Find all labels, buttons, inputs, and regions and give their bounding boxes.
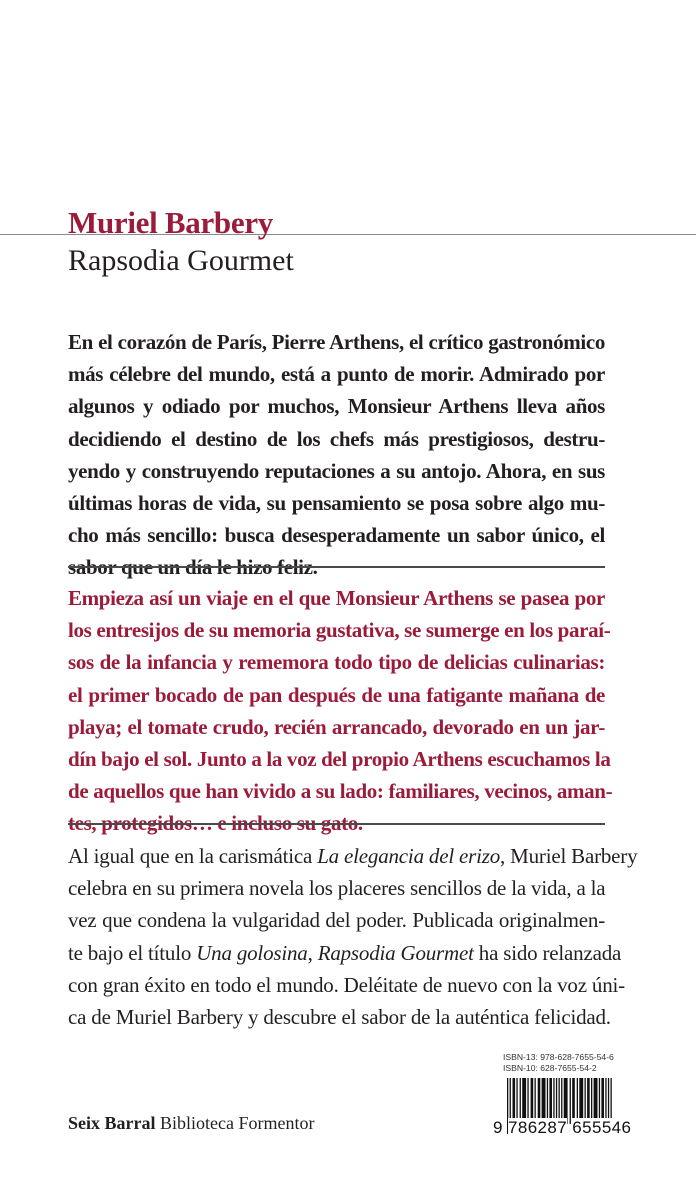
text-line (68, 840, 638, 872)
text-line: yendo y construyendo reputaciones a su antojo. Ahora, en sus (68, 458, 605, 483)
synopsis-paragraph-3 (68, 840, 638, 1033)
text-line: los entresijos de su memoria gustativa, se sumerge en los paraí- (68, 618, 611, 643)
text-run: , (307, 940, 318, 965)
barcode-digit-first: 9 (493, 1118, 503, 1137)
text-line: de aquellos que han vivido a su lado: familiares, vecinos, aman- (68, 779, 613, 804)
text-run: ha sido relanzada (473, 940, 622, 965)
italic-book-title: Una golosina (196, 940, 308, 965)
text-line: últimas horas de vida, su pensamiento se posa sobre algo mu- (68, 491, 605, 516)
publisher-imprint: Seix Barral (68, 1113, 156, 1133)
isbn-13: ISBN-13: 978-628-7655-54-6 (503, 1052, 614, 1062)
text-line: decidiendo el destino de los chefs más prestigiosos, destru- (68, 426, 605, 451)
publisher-collection: Biblioteca Formentor (160, 1113, 315, 1133)
synopsis-paragraph-2 (68, 582, 613, 840)
text-line: cho más sencillo: busca desesperadamente un sabor único, el (68, 523, 605, 548)
text-line: sabor que un día le hizo feliz. (68, 555, 318, 580)
barcode-digits-left: 786287 (507, 1118, 568, 1137)
text-line: ca de Muriel Barbery y descubre el sabor de la auténtica felicidad. (68, 1005, 611, 1030)
text-line (68, 937, 622, 969)
text-line: En el corazón de París, Pierre Arthens, el crítico gastronómico (68, 330, 605, 354)
text-line: algunos y odiado por muchos, Monsieur Arthens lleva años (68, 394, 605, 419)
author-name: Muriel Barbery (68, 205, 273, 240)
section-divider (68, 823, 605, 825)
text-line: celebra en su primera novela los placeres sencillos de la vida, a la (68, 876, 606, 901)
publisher-line (68, 1112, 314, 1134)
barcode-number (493, 1119, 631, 1137)
barcode-digits-right: 655546 (572, 1118, 632, 1137)
text-line: playa; el tomate crudo, recién arrancado, devorado en un jar- (68, 714, 605, 739)
text-line: más célebre del mundo, está a punto de morir. Admirado por (68, 362, 605, 387)
text-line: el primer bocado de pan después de una fatigante mañana de (68, 682, 605, 707)
book-title: Rapsodia Gourmet (68, 244, 294, 277)
italic-book-title: La elegancia del erizo (317, 844, 501, 868)
text-run: , Muriel Barbery (500, 844, 638, 868)
section-divider (68, 566, 605, 568)
text-line: dín bajo el sol. Junto a la voz del propio Arthens escuchamos la (68, 747, 611, 772)
text-run: te bajo el título (68, 940, 197, 965)
text-line: tes, protegidos… e incluso su gato. (68, 811, 363, 836)
isbn-block (503, 1052, 614, 1074)
italic-book-title: Rapsodia Gourmet (317, 940, 474, 965)
synopsis-paragraph-1 (68, 326, 605, 584)
isbn-10: ISBN-10: 628-7655-54-2 (503, 1063, 597, 1073)
text-line: con gran éxito en todo el mundo. Deléitate de nuevo con la voz úni- (68, 972, 625, 997)
text-run: Al igual que en la carismática (68, 844, 318, 868)
text-line: vez que condena la vulgaridad del poder. Publicada originalmen- (68, 908, 605, 933)
text-line: sos de la infancia y rememora todo tipo de delicias culinarias: (68, 650, 605, 675)
text-line: Empieza así un viaje en el que Monsieur Arthens se pasea por (68, 586, 605, 610)
